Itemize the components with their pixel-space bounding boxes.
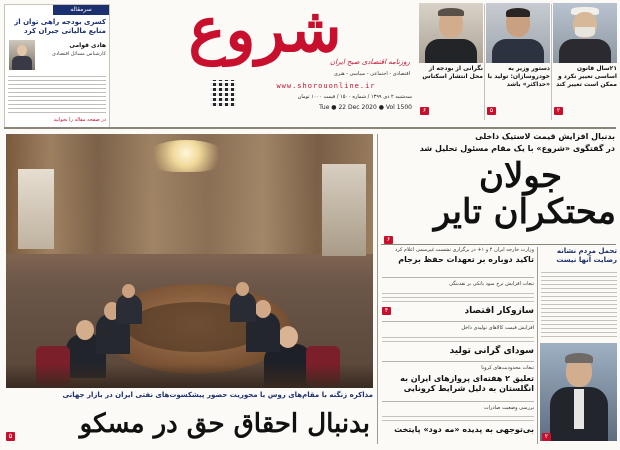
main-headline: بدنبال احقاق حق در مسکو: [79, 409, 370, 439]
story-body-2: [382, 290, 534, 304]
side-headline: تحمل مردم نشانه رضایت آنها نیست: [556, 247, 617, 264]
main-photo-caption: مذاکره زنگنه با مقام‌های روس با محوریت حضور پیشکسوت‌های نفتی ایران در بازار جهانی: [62, 391, 373, 399]
headshot-caption-3: نگرانی از بودجه از محل انتشار اسکناس: [422, 65, 483, 80]
headshot-card-3: [419, 3, 483, 121]
qr-code-overlay: [210, 80, 236, 106]
side-page-number: ۲: [542, 433, 551, 441]
story-list: [382, 247, 534, 443]
date-line-persian: سه‌شنبه ۲ دی ۱۳۹۹ / شماره ۱۵۰۰ / قیمت ۱۰۰۰ تومان: [297, 94, 412, 100]
side-column: [540, 247, 617, 444]
headshot-photo-1: [553, 3, 617, 63]
story-kicker-4: تبعات محدودیت‌های کرونا: [481, 365, 534, 371]
editorial-body-text: [8, 73, 106, 115]
story-headline-3: سودای گرانی تولید: [449, 346, 534, 356]
editorial-author: هادی قوامی: [69, 42, 106, 49]
headshot-page-1: ۲: [554, 107, 563, 115]
editorial-more-link[interactable]: در صفحه مقاله را بخوانید: [53, 117, 106, 123]
side-portrait: [540, 343, 617, 441]
date-line-english: Tue ● 22 Dec 2020 ● Vol 1500: [319, 104, 412, 111]
headshot-photo-2: [486, 3, 550, 63]
editorial-box: [4, 4, 110, 128]
headshot-page-2: ۵: [487, 107, 496, 115]
masthead-divider: [4, 127, 616, 129]
story-headline-2: سازوکار اقتصاد: [464, 306, 534, 316]
main-page-number: ۵: [6, 432, 15, 441]
masthead-sections: اقتصادی - اجتماعی - سیاسی - هنری: [333, 71, 410, 77]
author-photo: [9, 40, 35, 70]
headshot-page-3: ۶: [420, 107, 429, 115]
headshot-card-1: [553, 3, 617, 121]
headshot-caption-1: ۲۱سال قانون اساسی تغییر نکرد و ممکن است تغییر کند: [556, 65, 617, 88]
story-page-2: ۴: [382, 307, 391, 315]
lead-kicker: بدنبال افزایش قیمت لاستیک داخلی: [475, 132, 615, 141]
website-url[interactable]: www.shorouonline.ir: [276, 82, 376, 90]
headshot-caption-2: دستور وزیر به خودروسازان: تولید با «حداکثر» باشد: [487, 65, 550, 88]
editorial-tag: سرمقاله: [53, 5, 109, 15]
lead-sub: در گفتگوی «شروع» با یک مقام مسئول تحلیل شد: [419, 144, 615, 153]
story-body-3: [382, 334, 534, 344]
story-kicker-3: افزایش قیمت کالاهای تولیدی داخل: [461, 325, 534, 331]
masthead-logo: شروع: [188, 0, 342, 66]
lead-headline-line-2: محتکران تایر: [433, 192, 616, 232]
story-kicker-5: بررسی وضعیت صادرات: [483, 405, 534, 411]
story-headline-4: تعلیق ۲ هفته‌ای پروازهای ایران به انگلستان به دلیل شرایط کرونایی: [400, 374, 534, 393]
lead-page-number: ۶: [384, 236, 393, 244]
story-kicker-1: وزارت خارجه ایران ۴ و ۱+ در برگزاری نشست غیرسمی اعلام کرد: [394, 247, 534, 253]
headshot-card-2: [486, 3, 550, 121]
story-body-5: [382, 413, 534, 423]
main-photo-meeting: [6, 134, 373, 388]
editorial-author-title: کارشناس مسائل اقتصادی: [52, 51, 106, 57]
headshot-photo-3: [419, 3, 483, 63]
story-headline-5: بی‌توجهی به پدیده «مه دود» پایتخت: [394, 425, 534, 434]
story-headline-1: تاکید دوباره بر تعهدات حفظ برجام: [398, 255, 534, 264]
editorial-title: کسری بودجه راهی توان از منابع مالیاتی جبران کرد: [14, 18, 106, 35]
story-kicker-2: تبعات افزایش نرخ سود بانکی بر نقدینگی: [449, 281, 534, 287]
side-body-text: [541, 269, 617, 339]
masthead-tagline: روزنامه اقتصادی صبح ایران: [329, 58, 410, 66]
lead-headline-line-1: جولان: [479, 156, 562, 196]
